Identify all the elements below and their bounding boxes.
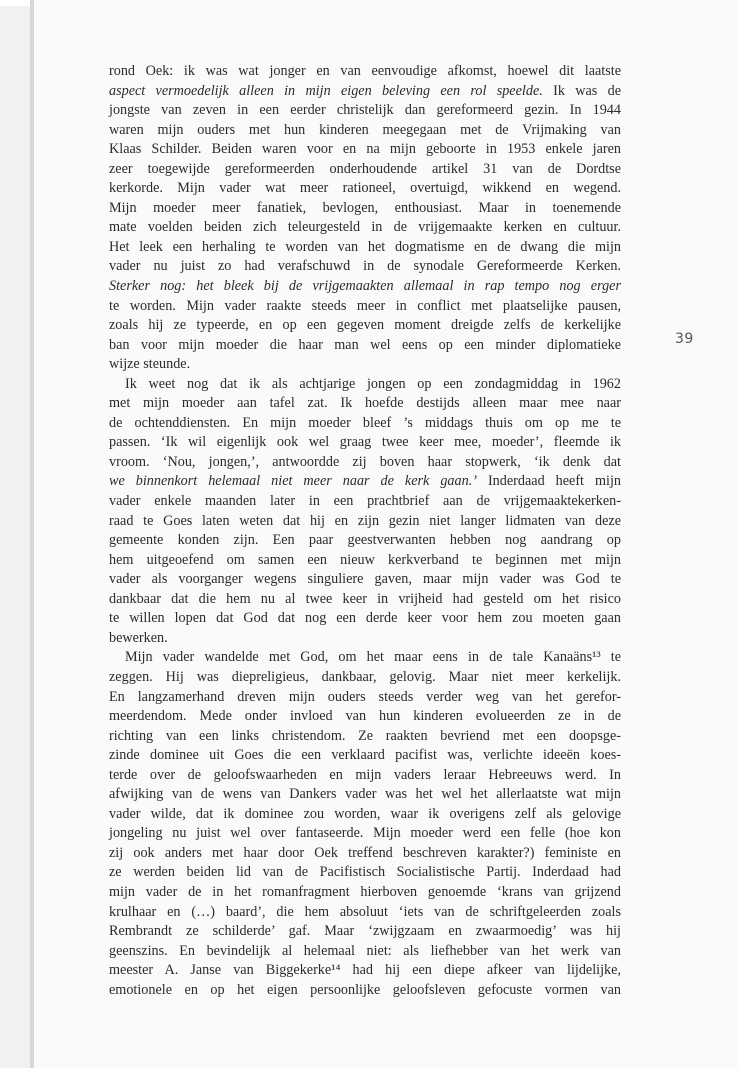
body-text bbox=[109, 62, 621, 1000]
text-run: Ik was de bbox=[542, 82, 621, 99]
text-line: gemeente konden zijn. Een paar geestverwanten hebben nog aandrang op bbox=[109, 532, 621, 549]
text-line: ban voor mijn moeder die haar man wel eens op een minder diplomatieke bbox=[109, 336, 621, 353]
text-line: de ochtenddiensten. En mijn moeder bleef ’s middags thuis om op me te bbox=[109, 414, 621, 431]
text-line: mijn vader de in het romanfragment hierboven genoemde ‘krans van grijzend bbox=[109, 883, 621, 900]
text-line: Het leek een herhaling te worden van het dogmatisme en de dwang die mijn bbox=[109, 238, 621, 255]
text-line: zinde dominee uit Goes die een verklaard pacifist was, verlichte ideeën koes- bbox=[109, 747, 621, 764]
text-line: zij ook anders met haar door Oek treffend beschreven karakter?) feministe en bbox=[109, 844, 621, 861]
text-line: bewerken. bbox=[109, 629, 168, 646]
text-line: dankbaar dat die hem nu al twee keer in vrijheid had gesteld om het risico bbox=[109, 590, 621, 607]
text-line: te worden. Mijn vader raakte steeds meer in conflict met plaatselijke pausen, bbox=[109, 297, 621, 314]
text-line: waren mijn ouders met hun kinderen meegegaan met de Vrijmaking van bbox=[109, 121, 621, 138]
text-line bbox=[109, 82, 621, 102]
text-line: meerdendom. Mede onder invloed van hun kinderen evolueerden ze in de bbox=[109, 708, 621, 725]
text-run: Inderdaad heeft mijn bbox=[476, 473, 621, 490]
text-line: hem uitgeoefend om samen een nieuw kerkverband te beginnen met mijn bbox=[109, 551, 621, 568]
text-line bbox=[109, 277, 621, 297]
text-line: rond Oek: ik was wat jonger en van eenvoudige afkomst, hoewel dit laatste bbox=[109, 63, 621, 79]
text-line: krulhaar en (…) baard’, die hem absoluut ‘iets van de schriftgeleerden zoals bbox=[109, 903, 621, 920]
page-number: 39 bbox=[675, 331, 694, 347]
text-line: vader nu juist zo had verafschuwd in de synodale Gereformeerde Kerken. bbox=[109, 258, 621, 275]
text-line: ze werden beiden lid van de Pacifistisch Socialistische Partij. Inderdaad had bbox=[109, 864, 621, 881]
text-line: vader als voorganger wegens singuliere gaven, maar mijn vader was God te bbox=[109, 571, 621, 588]
text-line: Klaas Schilder. Beiden waren voor en na mijn geboorte in 1953 enkele jaren bbox=[109, 141, 621, 158]
text-line: richting van een links christendom. Ze raakten bevriend met een doopsge- bbox=[109, 727, 621, 744]
text-line: wijze steunde. bbox=[109, 356, 191, 373]
text-line: vader enkele maanden later in een prachtbrief aan de vrijgemaaktekerken- bbox=[109, 493, 621, 510]
text-line: vader wilde, dat ik dominee zou worden, waar ik overigens zelf als gelovige bbox=[109, 805, 621, 822]
text-line: zeer toegewijde gereformeerden onderhoudende artikel 31 van de Dordtse bbox=[109, 160, 621, 177]
text-line: vroom. ‘Nou, jongen,’, antwoordde zij boven haar stopwerk, ‘ik denk dat bbox=[109, 453, 621, 470]
text-line: kerkorde. Mijn vader wat meer rationeel, overtuigd, wikkend en wegend. bbox=[109, 180, 621, 197]
italic-phrase: Sterker nog: het bleek bij de vrijgemaakten allemaal in rap tempo nog erger bbox=[109, 278, 621, 295]
text-line: En langzamerhand dreven mijn ouders steeds verder weg van het gerefor- bbox=[109, 688, 621, 705]
text-line: met mijn moeder aan tafel zat. Ik hoefde destijds alleen maar mee naar bbox=[109, 395, 621, 412]
italic-phrase: we binnenkort helemaal niet meer naar de kerk gaan.’ bbox=[109, 473, 477, 490]
text-line: Mijn moeder meer fanatiek, bevlogen, enthousiast. Maar in toenemende bbox=[109, 199, 621, 216]
text-line: meester A. Janse van Biggekerke¹⁴ had hij een diepe afkeer van lijdelijke, bbox=[109, 962, 621, 979]
text-line: jongeling nu juist wel over fantaseerde. Mijn moeder werd een felle (hoe kon bbox=[109, 825, 621, 842]
text-line: Mijn vader wandelde met God, om het maar eens in de tale Kanaäns¹³ te bbox=[125, 649, 621, 666]
text-line: zoals hij ze typeerde, en op een gegeven moment dreigde zelfs de kerkelijke bbox=[109, 317, 621, 334]
text-line: terde over de geloofswaarheden en mijn vaders leraar Hebreeuws werd. In bbox=[109, 766, 621, 783]
text-line: afwijking van de wens van Dankers vader was het wel het allerlaatste wat mijn bbox=[109, 786, 621, 803]
italic-phrase: aspect vermoedelijk alleen in mijn eigen beleving een rol speelde. bbox=[109, 82, 543, 99]
text-line: Rembrandt ze schilderde’ gaf. Maar ‘zwijgzaam en zwaarmoedig’ was hij bbox=[109, 923, 621, 940]
text-line: passen. ‘Ik wil eigenlijk ook wel graag twee keer mee, moeder’, fleemde ik bbox=[109, 434, 621, 451]
text-line: jongste van zeven in een eerder christelijk dan gereformeerd gezin. In 1944 bbox=[109, 102, 621, 119]
text-line: te willen lopen dat God dat nog een derde keer voor hem zou moeten gaan bbox=[109, 610, 621, 627]
text-line: Ik weet nog dat ik als achtjarige jongen op een zondagmiddag in 1962 bbox=[125, 375, 621, 392]
text-line: geenszins. En bevindelijk al helemaal niet: als liefhebber van het werk van bbox=[109, 942, 621, 959]
text-line bbox=[109, 472, 621, 492]
text-line: zeggen. Hij was diepreligieus, dankbaar, gelovig. Maar niet meer kerkelijk. bbox=[109, 668, 621, 685]
text-line: mate voelden beiden zich teleurgesteld in de vrijgemaakte kerken en cultuur. bbox=[109, 219, 621, 236]
text-line: emotionele en op het eigen persoonlijke geloofsleven gefocuste vormen van bbox=[109, 981, 621, 998]
text-line: raad te Goes laten weten dat hij en zijn gezin niet langer lidmaten van deze bbox=[109, 512, 621, 529]
